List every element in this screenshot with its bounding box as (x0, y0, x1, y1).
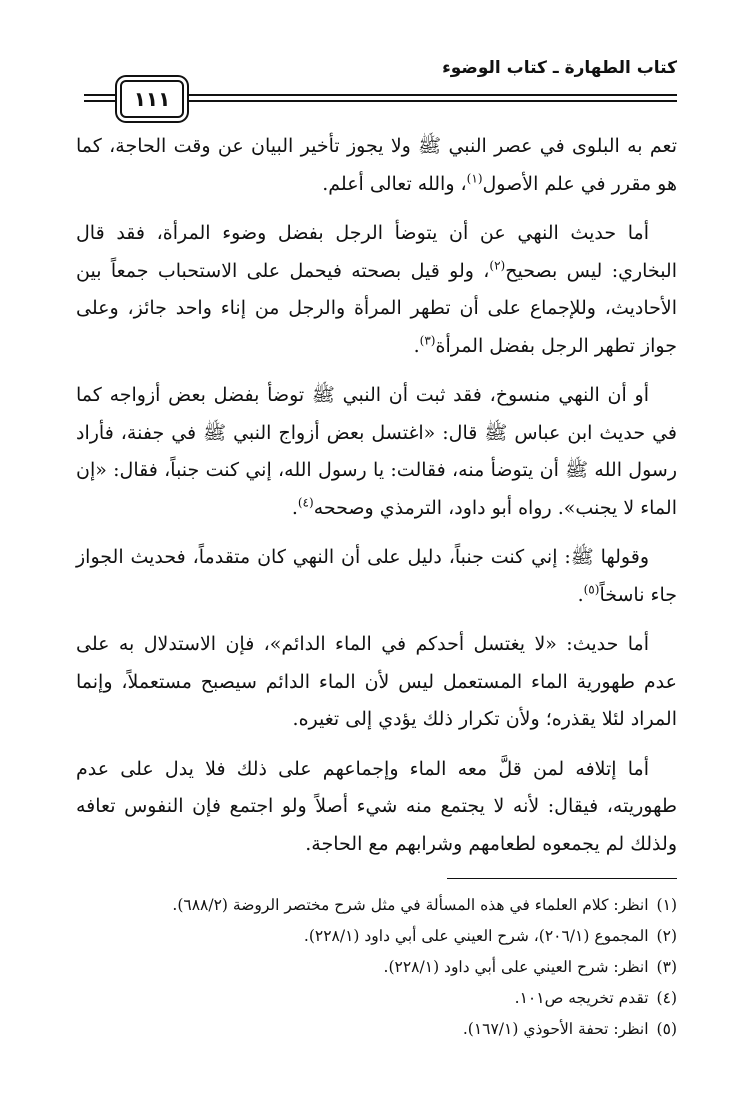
footnote-text: المجموع (٢٠٦/١)، شرح العيني على أبي داود (٢٢٨/١). (303, 927, 649, 945)
footnote-1 (76, 890, 677, 921)
footnote-2 (76, 921, 677, 952)
paragraph-4 (76, 539, 677, 614)
footnote-number: (١) (656, 896, 677, 914)
footnote-separator (447, 878, 677, 879)
footnote-marker[interactable]: (٢) (489, 258, 506, 273)
page-header (84, 52, 677, 122)
footnote-marker[interactable]: (٣) (419, 333, 436, 348)
footnote-number: (٢) (656, 927, 677, 945)
running-title: كتاب الطهارة ـ كتاب الوضوء (442, 58, 677, 78)
footnotes (76, 890, 677, 1045)
footnote-number: (٥) (656, 1020, 677, 1038)
paragraph-text: تعم به البلوى في عصر النبي ﷺ ولا يجوز تأخير البيان عن وقت الحاجة، كما هو مقرر في علم الأصول (76, 135, 677, 195)
paragraph-text: وقولها ﷺ: إني كنت جنباً، دليل على أن النهي كان متقدماً، فحديث الجواز جاء ناسخاً (76, 546, 677, 606)
paragraph-tail: . (413, 334, 420, 357)
header-rules (84, 87, 677, 111)
footnote-marker[interactable]: (٤) (297, 495, 314, 510)
paragraph-tail: . (291, 496, 298, 519)
footnote-number: (٤) (656, 989, 677, 1007)
paragraph-text: أما حديث النهي عن أن يتوضأ الرجل بفضل وضوء المرأة، فقد قال البخاري: ليس بصحيح (76, 222, 677, 282)
footnote-text: انظر: كلام العلماء في هذه المسألة في مثل شرح مختصر الروضة (٦٨٨/٢). (172, 896, 649, 914)
paragraph-text: أما إتلافه لمن قلَّ معه الماء وإجماعهم على ذلك فلا يدل على عدم طهوريته، فيقال: لأنه لا يجتمع منه شيء أصلاً ولو اجتمع فإن النفوس تعافه ولذلك لم يجمعوه لطعامهم وشرابهم مع الحاجة. (76, 757, 677, 855)
footnote-number: (٣) (656, 958, 677, 976)
paragraph-3 (76, 377, 677, 527)
paragraph-6 (76, 751, 677, 864)
footnote-5 (76, 1014, 677, 1045)
paragraph-text: أو أن النهي منسوخ، فقد ثبت أن النبي ﷺ توضأ بفضل بعض أزواجه كما في حديث ابن عباس ﷺ قال: «اغتسل بعض أزواج النبي ﷺ في جفنة، فأراد رسول الله ﷺ أن يتوضأ منه، فقالت: يا رسول الله، إني كنت جنباً، فقال: «إن الماء لا يجنب». رواه أبو داود، الترمذي وصححه (76, 384, 677, 519)
footnote-3 (76, 952, 677, 983)
main-text (76, 128, 677, 875)
paragraph-1 (76, 128, 677, 203)
paragraph-2 (76, 215, 677, 365)
paragraph-tail: . (577, 583, 584, 606)
paragraph-5 (76, 626, 677, 739)
footnote-marker[interactable]: (١) (466, 171, 483, 186)
paragraph-tail: ، ولو قيل بصحته فيحمل على الاستحباب جمعاً بين الأحاديث، وللإجماع على أن تطهر المرأة والرجل من إناء واحد جائز، وعلى جواز تطهر الرجل بفضل المرأة (76, 259, 677, 357)
paragraph-text: أما حديث: «لا يغتسل أحدكم في الماء الدائم»، فإن الاستدلال به على عدم طهورية الماء المستعمل ليس لأن الماء الدائم سيصبح مستعملاً، وإنما المراد لئلا يقذره؛ ولأن تكرار ذلك يؤدي إلى تغيره. (76, 633, 677, 730)
footnote-text: تقدم تخريجه ص١٠١. (514, 989, 649, 1007)
footnote-4 (76, 983, 677, 1014)
footnote-text: انظر: تحفة الأحوذي (١٦٧/١). (462, 1020, 649, 1038)
footnote-marker[interactable]: (٥) (583, 582, 600, 597)
paragraph-tail: ، والله تعالى أعلم. (322, 172, 467, 195)
footnote-text: انظر: شرح العيني على أبي داود (٢٢٨/١). (383, 958, 649, 976)
page-number: ١١١ (120, 80, 184, 118)
